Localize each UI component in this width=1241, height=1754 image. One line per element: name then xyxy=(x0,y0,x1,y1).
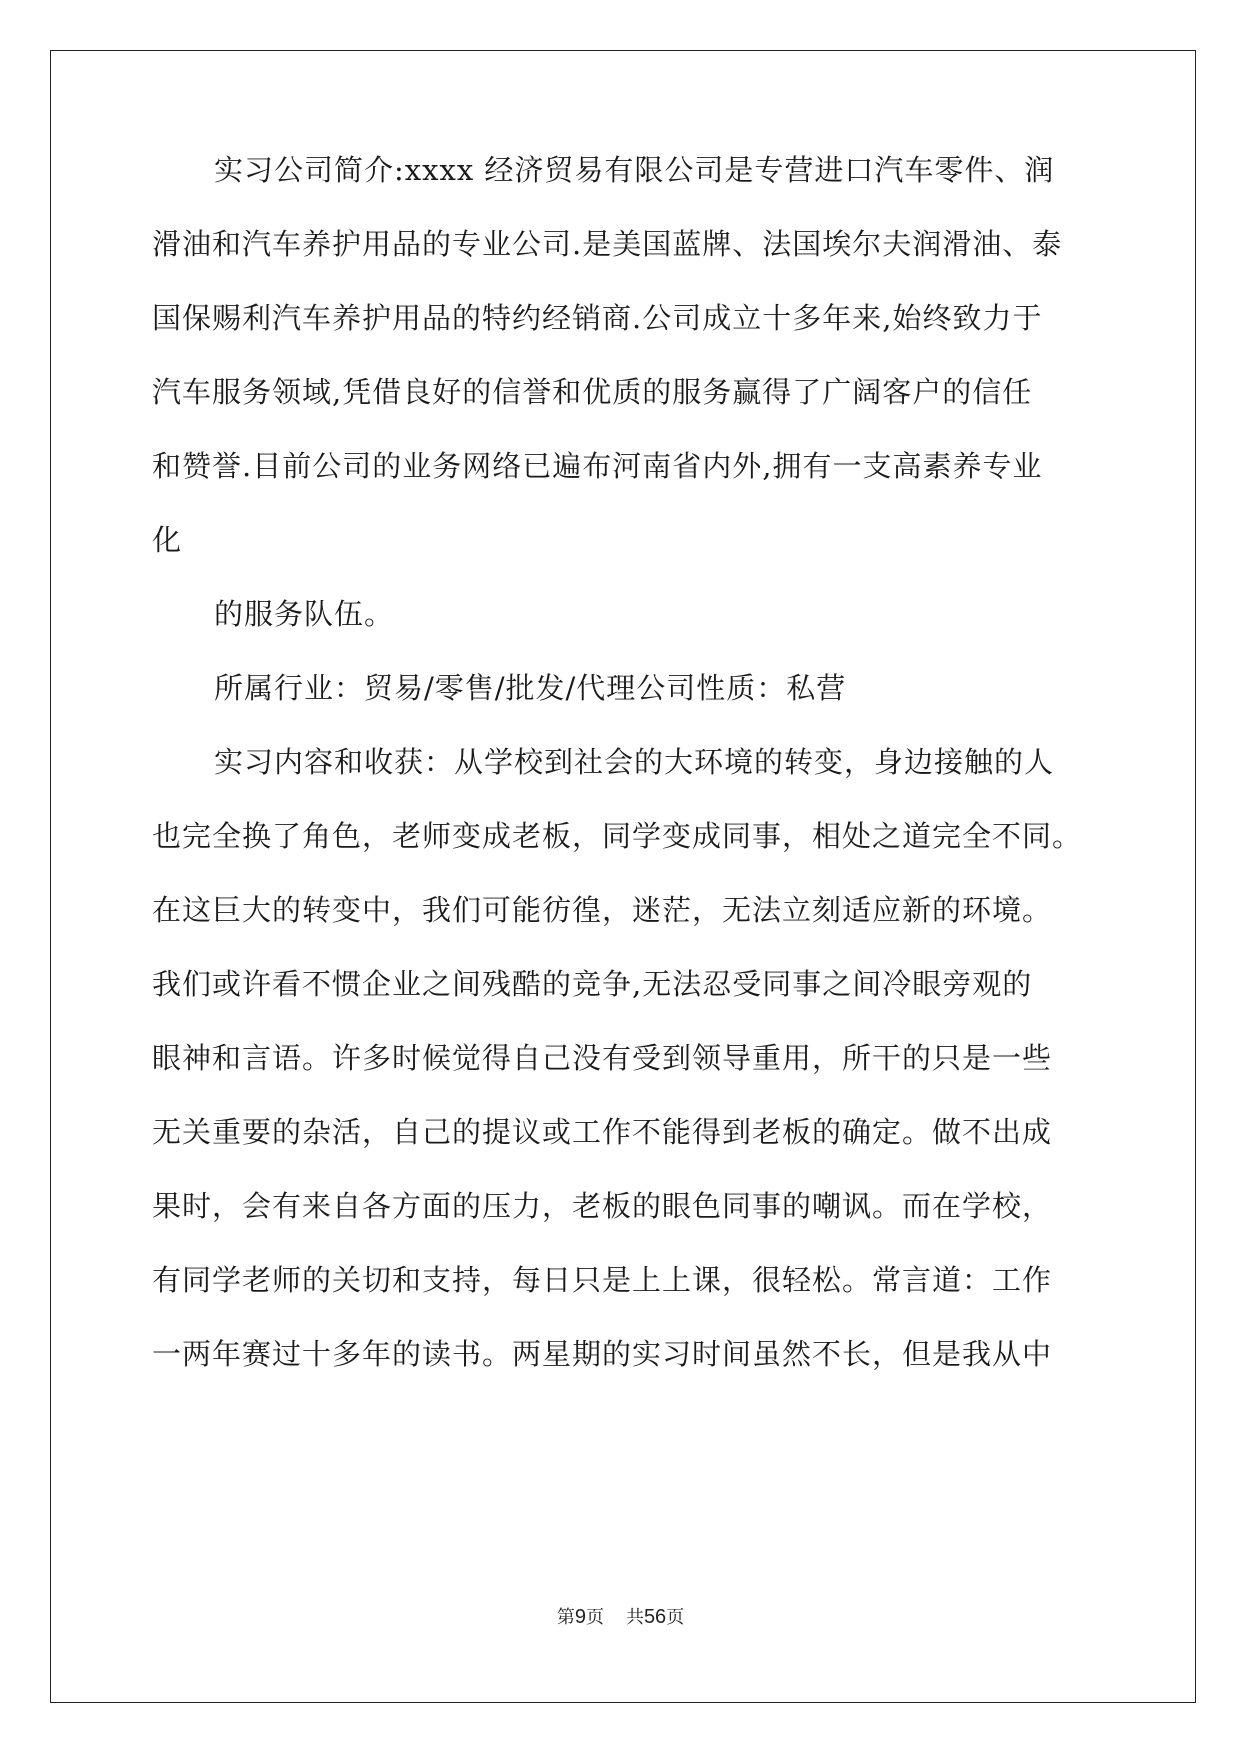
text-line: 汽车服务领域,凭借良好的信誉和优质的服务赢得了广阔客户的信任 xyxy=(152,375,1033,409)
text-line: 所属行业：贸易/零售/批发/代理公司性质：私营 xyxy=(214,671,847,705)
text-line: 有同学老师的关切和支持，每日只是上上课，很轻松。常言道：工作 xyxy=(152,1263,1053,1297)
text-line: 我们或许看不惯企业之间残酷的竞争,无法忍受同事之间冷眼旁观的 xyxy=(152,967,1033,1001)
total-pages: 56 xyxy=(643,1606,667,1628)
text-line: 和赞誉.目前公司的业务网络已遍布河南省内外,拥有一支高素养专业 xyxy=(152,449,1043,483)
page-footer xyxy=(0,1605,1241,1630)
text-line: 无关重要的杂活，自己的提议或工作不能得到老板的确定。做不出成 xyxy=(152,1115,1053,1149)
text-line: 果时，会有来自各方面的压力，老板的眼色同事的嘲讽。而在学校， xyxy=(152,1189,1053,1223)
text-line: 眼神和言语。许多时候觉得自己没有受到领导重用，所干的只是一些 xyxy=(152,1041,1053,1075)
text-line: 化 xyxy=(152,523,183,557)
text-line: 实习公司简介:xxxx 经济贸易有限公司是专营进口汽车零件、润 xyxy=(214,153,1055,187)
text-line: 在这巨大的转变中，我们可能彷徨，迷茫，无法立刻适应新的环境。 xyxy=(152,893,1053,927)
text-line: 的服务队伍。 xyxy=(214,597,395,631)
text-line: 国保赐利汽车养护用品的特约经销商.公司成立十多年来,始终致力于 xyxy=(152,301,1043,335)
text-line: 滑油和汽车养护用品的专业公司.是美国蓝牌、法国埃尔夫润滑油、泰 xyxy=(152,227,1063,261)
text-line: 也完全换了角色，老师变成老板，同学变成同事，相处之道完全不同。 xyxy=(152,819,1083,853)
total-suffix: 页 xyxy=(666,1607,685,1628)
total-prefix: 共 xyxy=(625,1607,644,1628)
text-line: 一两年赛过十多年的读书。两星期的实习时间虽然不长，但是我从中 xyxy=(152,1337,1053,1371)
page-number: 9 xyxy=(574,1606,586,1628)
page-suffix: 页 xyxy=(585,1607,604,1628)
page-prefix: 第 xyxy=(556,1607,575,1628)
text-line: 实习内容和收获：从学校到社会的大环境的转变，身边接触的人 xyxy=(214,745,1055,779)
